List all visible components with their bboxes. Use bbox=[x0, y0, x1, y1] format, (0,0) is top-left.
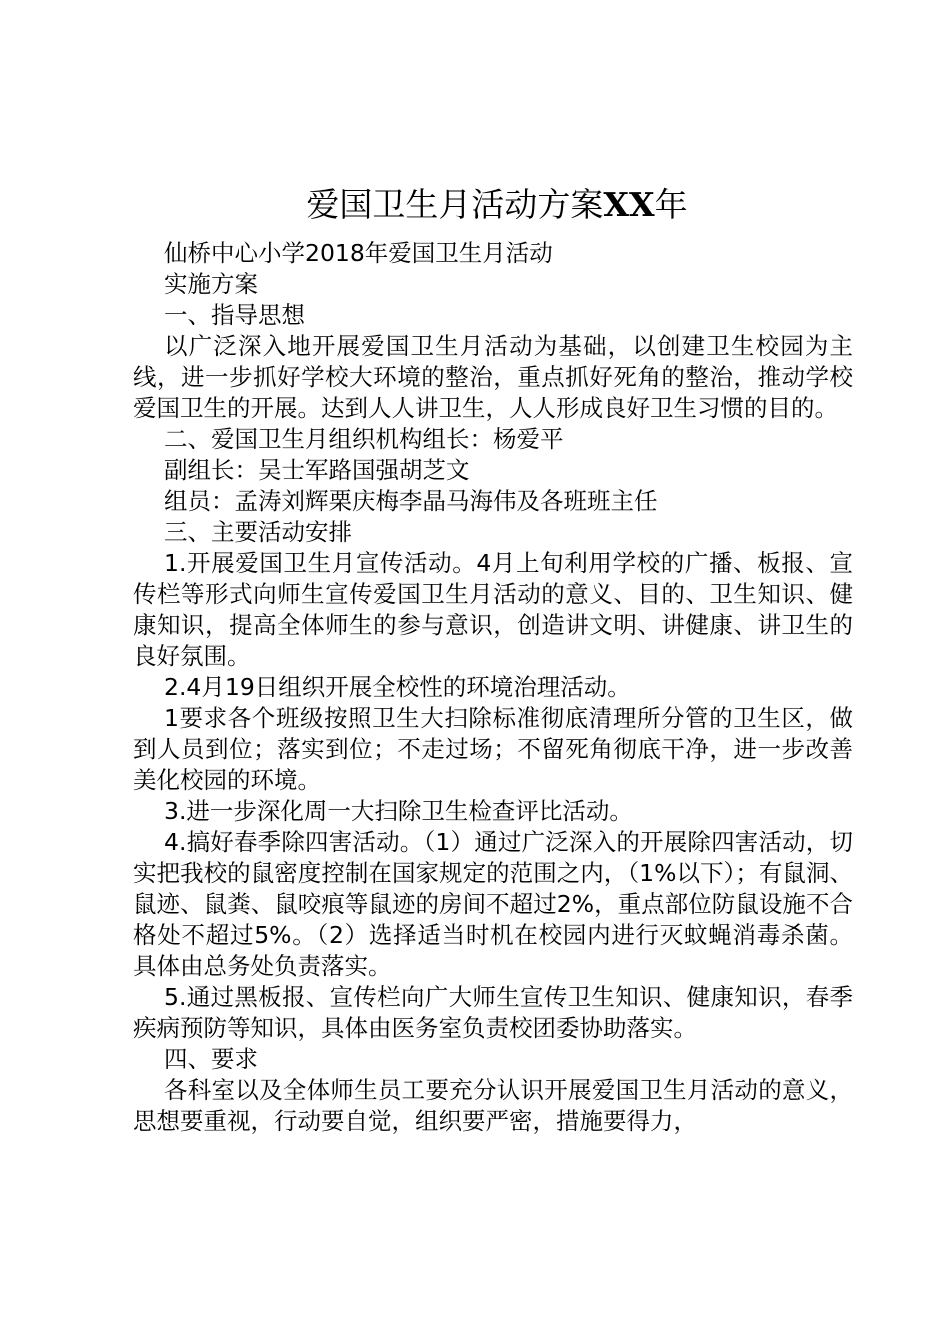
section-heading-guiding-thought: 一、指导思想 bbox=[164, 301, 305, 329]
title-suffix: 年 bbox=[654, 185, 688, 224]
activity-item-2-detail: 1要求各个班级按照卫生大扫除标准彻底清理所分管的卫生区，做到人员到位；落实到位；不走过场；不留死角彻底干净，进一步改善美化校园的环境。 bbox=[133, 704, 853, 794]
requirements-paragraph: 各科室以及全体师生员工要充分认识开展爱国卫生月活动的意义，思想要重视，行动要自觉，组织要严密，措施要得力， bbox=[133, 1076, 853, 1135]
organization-leader: 二、爱国卫生月组织机构组长：杨爱平 bbox=[164, 425, 564, 453]
document-page bbox=[133, 184, 853, 1137]
school-plan-heading: 仙桥中心小学2018年爱国卫生月活动 bbox=[164, 239, 553, 267]
deputy-leaders: 副组长：吴士军路国强胡芝文 bbox=[164, 456, 470, 484]
activity-item-5: 5.通过黑板报、宣传栏向广大师生宣传卫生知识、健康知识，春季疾病预防等知识，具体由医务室负责校团委协助落实。 bbox=[133, 983, 853, 1042]
members: 组员：孟涛刘辉栗庆梅李晶马海伟及各班班主任 bbox=[164, 487, 658, 515]
title-main: 爱国卫生月活动方案 bbox=[306, 185, 604, 224]
guiding-thought-paragraph: 以广泛深入地开展爱国卫生月活动为基础，以创建卫生校园为主线，进一步抓好学校大环境的整治，重点抓好死角的整治，推动学校爱国卫生的开展。达到人人讲卫生，人人形成良好卫生习惯的目的。 bbox=[133, 332, 853, 422]
activity-item-1: 1.开展爱国卫生月宣传活动。4月上旬利用学校的广播、板报、宣传栏等形式向师生宣传爱国卫生月活动的意义、目的、卫生知识、健康知识，提高全体师生的参与意识，创造讲文明、讲健康、讲卫生的良好氛围。 bbox=[133, 549, 853, 670]
title-xx: XX bbox=[603, 185, 655, 224]
document-title bbox=[133, 184, 853, 226]
section-heading-activities: 三、主要活动安排 bbox=[164, 518, 352, 546]
activity-item-4: 4.搞好春季除四害活动。（1）通过广泛深入的开展除四害活动，切实把我校的鼠密度控制在国家规定的范围之内，（1%以下）；有鼠洞、鼠迹、鼠粪、鼠咬痕等鼠迹的房间不超过2%，重点部位防鼠设施不合格处不超过5%。（2）选择适当时机在校园内进行灭蚊蝇消毒杀菌。具体由总务处负责落实。 bbox=[133, 828, 853, 980]
section-heading-requirements: 四、要求 bbox=[164, 1045, 258, 1073]
activity-item-2: 2.4月19日组织开展全校性的环境治理活动。 bbox=[164, 673, 631, 701]
plan-subtitle: 实施方案 bbox=[164, 270, 258, 298]
activity-item-3: 3.进一步深化周一大扫除卫生检查评比活动。 bbox=[164, 797, 633, 825]
